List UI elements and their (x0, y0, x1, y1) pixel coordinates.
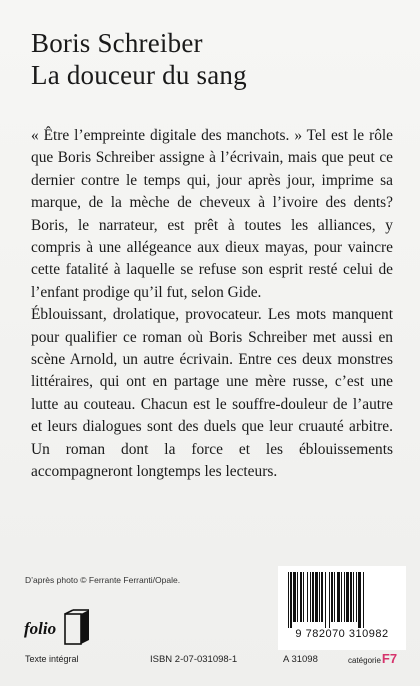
blurb (31, 125, 393, 484)
blurb-paragraph: « Être l’empreinte digitale des manchots. » Tel est le rôle que Boris Schreiber assigne à l’écrivain, mais que peut ce dernier contre le temps qui, jour après jour, imprime sa marque, de la mèche de cheveux à l’ivoire des dents? Boris, le narrateur, est prêt à toutes les alliances, y compris à une allégeance aux dieux mayas, pour vaincre cette fatalité à laquelle se refuse son esprit resté celui de l’enfant prodige qu’il fut, selon Gide. (31, 127, 393, 301)
publisher-logo (24, 608, 104, 648)
category-code: F7 (381, 651, 398, 666)
publisher-logo-text: folio (24, 619, 57, 638)
book-title: La douceur du sang (31, 60, 247, 90)
photo-credit: D’après photo © Ferrante Ferranti/Opale. (25, 575, 181, 585)
author-name: Boris Schreiber (31, 28, 203, 58)
category-label: catégorie (348, 656, 381, 665)
blurb-paragraph: Éblouissant, drolatique, provocateur. Les mots manquent pour qualifier ce roman où Boris Schreiber met aussi en scène Arnold, un autre écrivain. Entre ces deux monstres littéraires, qui ont en partage une mère russe, c’est une lutte au couteau. Chacun est le souffre-douleur de l’autre et leurs dialogues sont des duels que leur cruauté arbitre. Un roman dont la force et les éblouissements accompagneront longtemps les lecteurs. (31, 306, 393, 481)
barcode (278, 566, 406, 650)
isbn: ISBN 2-07-031098-1 (150, 654, 238, 665)
folio-logo-icon (62, 608, 92, 648)
category (348, 651, 397, 666)
edition-label: Texte intégral (25, 654, 79, 664)
price-code: A 31098 (283, 654, 318, 665)
barcode-number: 9 782070 310982 (295, 628, 389, 640)
barcode-bars (286, 572, 398, 628)
